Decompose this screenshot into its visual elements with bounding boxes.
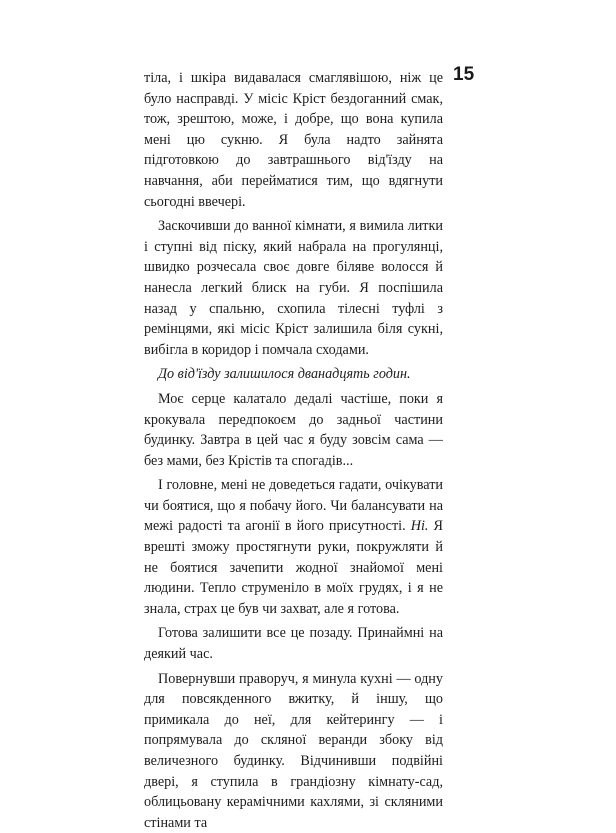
paragraph-5-emphasis: Ні. <box>410 518 429 535</box>
paragraph-5 <box>144 475 443 619</box>
paragraph-5-part-2: Я врешті зможу простягнути руки, покружляти й не боятися зачепити жодної знайомої мені людини. Тепло струменіло в моїх грудях, і я не знала, страх це був чи захват, але я готова. <box>144 518 443 617</box>
paragraph-4: Моє серце калатало дедалі частіше, поки я крокувала передпокоєм до задньої частини будинку. Завтра в цей час я буду зовсім сама — без мами, без Крістів та спогадів... <box>144 390 443 469</box>
page-number: 15 <box>453 64 475 85</box>
body-text <box>144 68 443 833</box>
paragraph-6: Готова залишити все це позаду. Принаймні на деякий час. <box>144 625 443 663</box>
paragraph-1: тіла, і шкіра видавалася смаглявішою, ніж це було насправді. У місіс Кріст бездоганний смак, тож, зрештою, може, і добре, що вона купила мені цю сукню. Я була надто зайнята підготовкою до завтрашнього від'їзду на навчання, аби перейматися тим, що вдягнути сьогодні ввечері. <box>144 70 443 210</box>
paragraph-7: Повернувши праворуч, я минула кухні — одну для повсякденного вжитку, й іншу, що примикала до неї, для кейтерингу — і попрямувала до скляної веранди збоку від величезного будинку. Відчинивши подвійні двері, я ступила в грандіозну кімнату-сад, облицьовану керамічними кахлями, зі скляними стінами та <box>144 670 443 831</box>
paragraph-5-part-1: І головне, мені не доведеться гадати, очікувати чи боятися, що я побачу його. Чи балансувати на межі радості та агонії в його присутності. <box>144 477 443 535</box>
paragraph-3: До від'їзду залишилося дванадцять годин. <box>158 366 411 383</box>
paragraph-2: Заскочивши до ванної кімнати, я вимила литки і ступні від піску, який набрала на прогулянці, швидко розчесала своє довге біляве волосся й нанесла легкий блиск на губи. Я поспішила назад у спальню, схопила тілесні туфлі з ремінцями, які місіс Кріст залишила біля сукні, вибігла в коридор і помчала сходами. <box>144 218 443 358</box>
